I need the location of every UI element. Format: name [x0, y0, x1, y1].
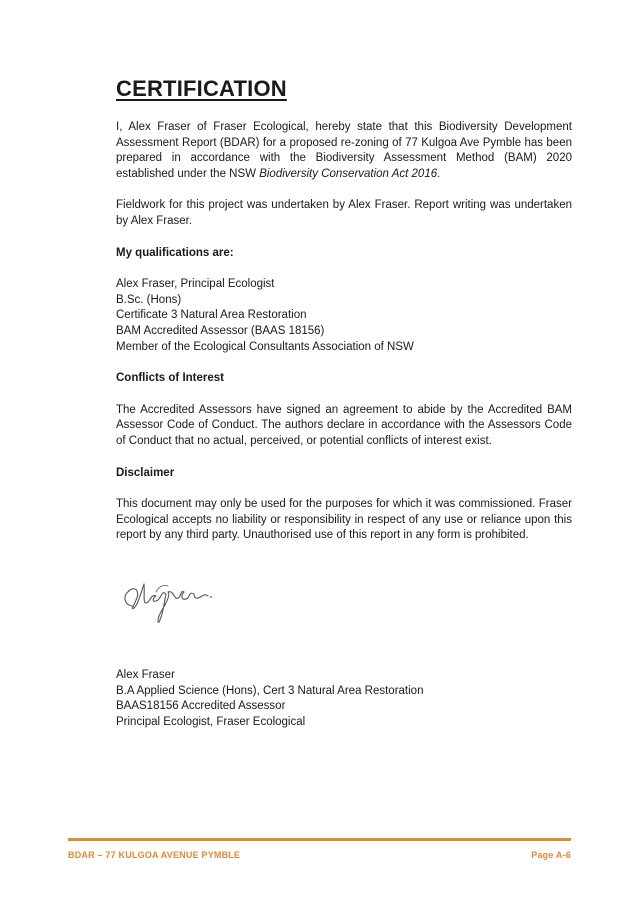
- intro-text: I, Alex Fraser of Fraser Ecological, hereby state that this Biodiversity Development Assessment Report (BDAR) for a proposed re-zoning of 77 Kulgoa Ave Pymble has been prepared in accordance with the Biodiversity Assessment Method (BAM) 2020 established under the NSW: [116, 121, 572, 180]
- qualification-line: BAM Accredited Assessor (BAAS 18156): [116, 324, 325, 337]
- qualification-line: Alex Fraser, Principal Ecologist: [116, 278, 275, 291]
- conflicts-heading: Conflicts of Interest: [116, 372, 224, 385]
- signer-line: BAAS18156 Accredited Assessor: [116, 700, 286, 713]
- signer-line: Alex Fraser: [116, 669, 175, 681]
- disclaimer-paragraph: This document may only be used for the purposes for which it was commissioned. Fraser Ecological accepts no liability or responsibility in respect of any use or reliance upon this report by any third party. Unauthorised use of this report in any form is prohibited.: [116, 498, 572, 542]
- qualifications-heading: My qualifications are:: [116, 246, 234, 259]
- qualification-line: Certificate 3 Natural Area Restoration: [116, 309, 307, 322]
- fieldwork-paragraph: Fieldwork for this project was undertaken by Alex Fraser. Report writing was undertaken by Alex Fraser.: [116, 199, 572, 227]
- intro-end: .: [437, 167, 441, 180]
- footer-page-number: Page A-6: [531, 850, 571, 860]
- footer-document-title: BDAR – 77 KULGOA AVENUE PYMBLE: [68, 850, 241, 860]
- qualification-line: Member of the Ecological Consultants Association of NSW: [116, 340, 414, 353]
- qualifications-list: [116, 277, 572, 355]
- signer-line: B.A Applied Science (Hons), Cert 3 Natural Area Restoration: [116, 684, 424, 697]
- act-name: Biodiversity Conservation Act 2016: [259, 167, 438, 180]
- disclaimer-heading: Disclaimer: [116, 466, 175, 479]
- document-body: [116, 120, 572, 544]
- footer-rule: [68, 838, 571, 841]
- intro-paragraph: [116, 120, 572, 182]
- signer-line: Principal Ecologist, Fraser Ecological: [116, 715, 306, 728]
- page-title: CERTIFICATION: [116, 76, 287, 101]
- qualification-line: B.Sc. (Hons): [116, 293, 182, 306]
- conflicts-paragraph: The Accredited Assessors have signed an agreement to abide by the Accredited BAM Assessor Code of Conduct. The authors declare in accordance with the Assessors Code of Conduct that no actual, perceived, or potential conflicts of interest exist.: [116, 403, 572, 447]
- signer-block: [116, 668, 423, 730]
- signature-image: [118, 570, 218, 632]
